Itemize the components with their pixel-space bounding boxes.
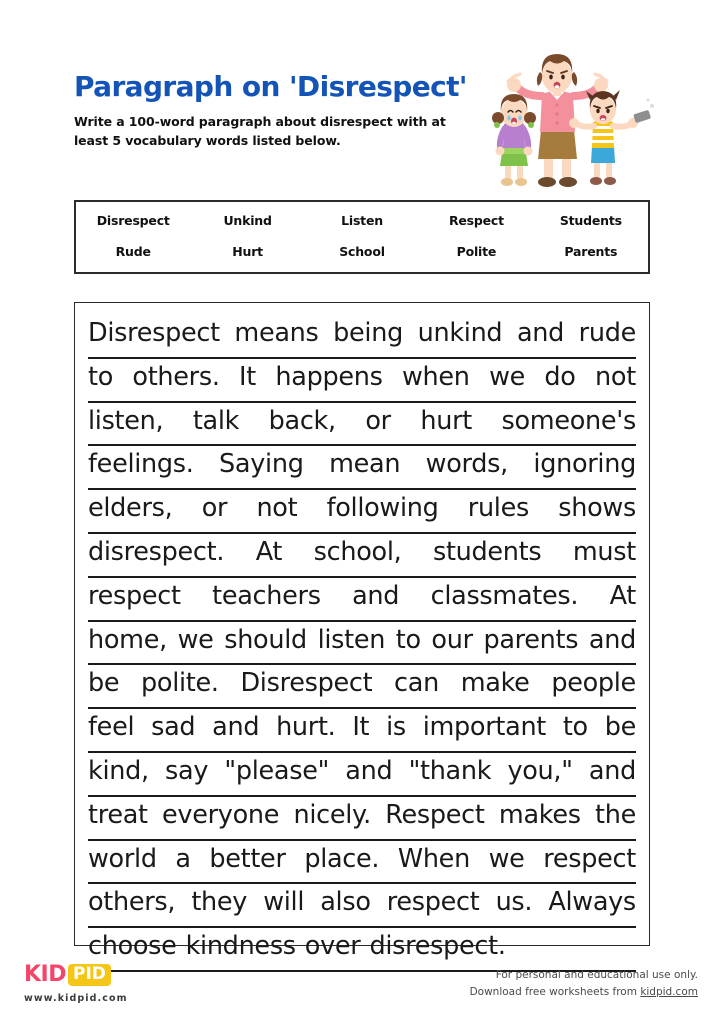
worksheet-instructions: Write a 100-word paragraph about disrespect with at least 5 vocabulary words listed below. [74,113,446,148]
paragraph-word: say [165,755,209,786]
vocabulary-row [76,237,648,268]
footer-usage-note [470,967,698,1002]
paragraph-line [88,490,636,534]
paragraph-word: hurt [420,405,472,436]
paragraph-word: world [88,843,157,874]
logo-website-url: www.kidpid.com [24,993,128,1004]
paragraph-word: we [177,624,214,655]
paragraph-word: hurt. [276,712,336,743]
paragraph-word: Always [548,887,636,918]
paragraph-word: disrespect. [369,931,506,962]
footer-note-line2 [470,984,698,1001]
paragraph-word: place. [304,843,380,874]
paragraph-word: should [224,624,307,655]
paragraph-word: kind, [88,755,149,786]
kidpid-logo [24,963,128,1004]
paragraph-line [88,315,636,359]
worksheet-header [74,72,474,150]
paragraph-word: means [234,318,319,348]
paragraph-line [88,797,636,841]
paragraph-word: treat [88,799,148,830]
paragraph-word: Disrespect [88,318,220,348]
paragraph-line [88,709,636,753]
paragraph-word: disrespect. [88,536,225,567]
paragraph-line [88,622,636,666]
paragraph-word: and [516,318,565,348]
paragraph-word: feel [88,712,135,743]
paragraph-line [88,403,636,447]
paragraph-line [88,534,636,578]
paragraph-word: rude [578,318,636,348]
paragraph-line [88,359,636,403]
paragraph-word: following [326,493,439,524]
paragraph-word: not [256,493,298,524]
paragraph-line [88,446,636,490]
paragraph-line [88,928,636,972]
logo-pid-badge: PID [68,964,111,986]
paragraph-word: It [352,712,370,743]
paragraph-line [88,578,636,622]
paragraph-word: we [489,361,526,392]
vocabulary-word: School [339,244,385,259]
paragraph-word: the [595,799,636,830]
paragraph-word: talk [192,405,240,436]
vocabulary-word: Students [559,213,622,229]
paragraph-word: elders, [88,493,173,524]
paragraph-word: and [352,580,400,611]
paragraph-word: Disrespect [240,668,373,699]
paragraph-word: and [345,755,393,786]
paragraph-word: back, [268,405,336,436]
paragraph-word: respect [543,843,636,874]
paragraph-word: being [333,318,403,348]
paragraph-word: we [488,843,525,874]
paragraph-word: respect [386,887,480,918]
paragraph-word: someone's [501,405,636,436]
paragraph-word: feelings. [88,449,194,480]
paragraph-word: sad [151,712,196,743]
paragraph-word: kindness [185,931,296,962]
paragraph-word: do [544,361,576,392]
paragraph-word: makes [498,799,581,830]
paragraph-word: is [386,712,406,743]
paragraph-word: "thank [408,755,492,786]
paragraph-word: school, [313,536,402,567]
paragraph-word: and [212,712,260,743]
paragraph-word: ignoring [533,449,636,480]
footer-note-line1: For personal and educational use only. [495,969,698,981]
paragraph-word: At [609,580,636,611]
paragraph-word: a [175,843,191,874]
paragraph-word: or [201,493,228,524]
paragraph-word: to [395,624,421,655]
paragraph-word: and [588,624,636,655]
paragraph-word: when [401,361,470,392]
paragraph-word: over [304,931,361,962]
paragraph-word: us. [495,887,533,918]
paragraph-word: unkind [417,318,503,348]
paragraph-word: important [422,712,546,743]
logo-mark [24,963,111,987]
paragraph-word: to [88,361,113,392]
vocabulary-word-box [74,200,650,274]
paragraph-word: also [320,887,371,918]
paragraph-word: they [191,887,248,918]
paragraph-word: not [595,361,636,392]
page-title: Paragraph on 'Disrespect' [74,70,467,103]
paragraph-word: words, [425,449,508,480]
paragraph-line [88,841,636,885]
paragraph-word: people [551,668,636,699]
paragraph-answer-box[interactable] [74,302,650,962]
paragraph-word: students [432,536,542,567]
paragraph-word: polite. [141,668,219,699]
paragraph-word: parents [483,624,579,655]
paragraph-word: Saying [219,449,304,480]
paragraph-line [88,665,636,709]
paragraph-word: teachers [212,580,321,611]
paragraph-word: At [255,536,283,567]
paragraph-word: home, [88,624,167,655]
vocabulary-word: Rude [115,244,151,259]
paragraph-word: or [365,405,391,436]
paragraph-word: When [397,843,470,874]
paragraph-word: be [604,712,636,743]
paragraph-word: you," [507,755,573,786]
paragraph-word: better [209,843,286,874]
paragraph-word: our [431,624,473,655]
logo-kid-text: KID [24,962,66,987]
vocabulary-word: Parents [564,244,618,259]
paragraph-word: and [588,755,636,786]
paragraph-word: rules [467,493,529,524]
vocabulary-row [76,206,648,237]
paragraph-word: be [88,668,120,699]
paragraph-word: others, [88,887,176,918]
kidpid-domain-link[interactable]: kidpid.com [640,986,698,999]
vocabulary-word: Hurt [232,244,263,259]
footer-note-prefix: Download free worksheets from [469,986,641,999]
paragraph-word: respect [88,580,181,611]
paragraph-word: everyone [162,799,280,830]
vocabulary-word: Polite [456,244,497,259]
paragraph-word: listen [317,624,386,655]
angry-mother-children-illustration [482,48,660,198]
paragraph-word: "please" [224,755,330,786]
paragraph-word: Respect [385,799,485,830]
paragraph-word: others. [132,361,220,392]
vocabulary-word: Respect [448,213,504,229]
paragraph-word: listen, [88,405,164,436]
paragraph-word: choose [88,931,177,962]
paragraph-word: nicely. [293,799,371,830]
paragraph-word: can [394,668,439,699]
paragraph-word: to [562,712,588,743]
paragraph-line [88,753,636,797]
paragraph-word: classmates. [430,580,579,611]
paragraph-word: happens [275,361,383,392]
paragraph-word: shows [558,493,636,524]
paragraph-word: must [572,536,636,567]
vocabulary-word: Unkind [223,213,272,229]
paragraph-line [88,884,636,928]
paragraph-word: It [239,361,256,392]
paragraph-word: mean [329,449,401,480]
paragraph-word: make [460,668,530,699]
paragraph-word: will [263,887,305,918]
vocabulary-word: Listen [341,213,383,229]
vocabulary-word: Disrespect [96,213,170,229]
